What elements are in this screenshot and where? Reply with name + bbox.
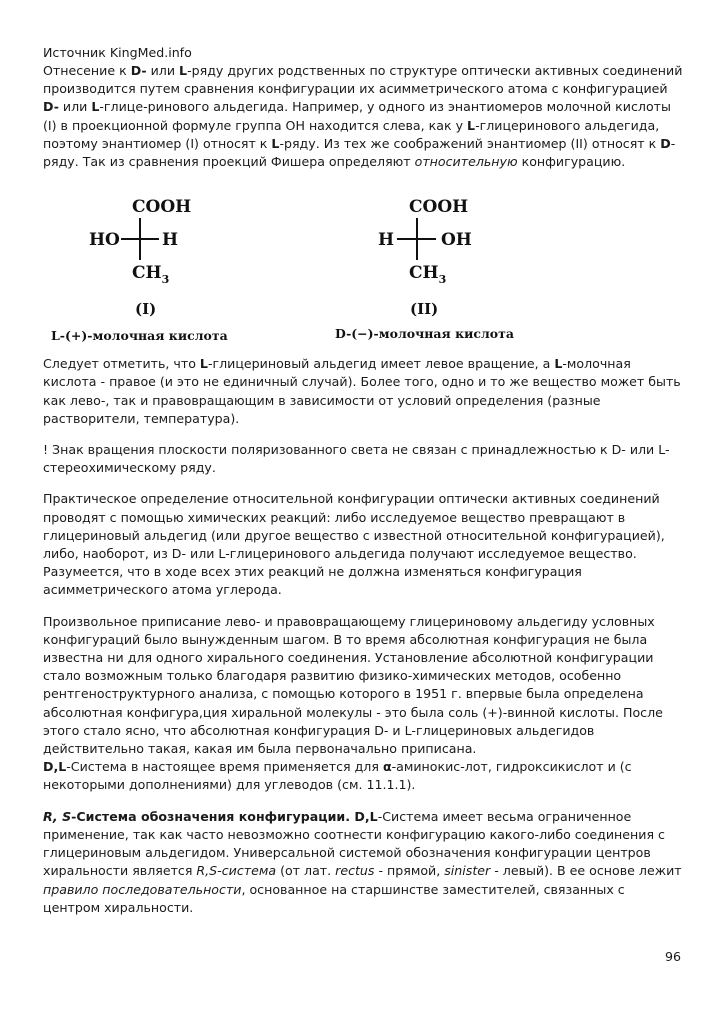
left-left-group: HO [89, 230, 120, 251]
left-top-group: COOH [132, 197, 192, 218]
left-compound-number: (I) [135, 300, 157, 319]
paragraph-dl-system-usage: D,L-Система в настоящее время применяется для α-аминокис-лот, гидроксикислот и (с некоторыми дополнениями) для углеводов (см. 11.1.1). [43, 759, 632, 793]
left-compound-caption: L-(+)-молочная кислота [51, 328, 228, 344]
paragraph-absolute-configuration: Произвольное приписание лево- и правовращающему глицериновому альдегиду условных конфигураций было вынужденным шагом. В то время абсолютная конфигурация не была известна ни для одного хирального соединения. Установление абсолютной конфигурации стало возможным только благодаря развитию физико-химических методов, особенно рентгеноструктурного анализа, с помощью которого в 1951 г. впервые была определена абсолютная конфигура,ция хиральной молекулы - это была соль (+)-винной кислоты. После этого стало ясно, что абсолютная конфигурация D- и L-глицериновых альдегидов действительно такая, какая им была первоначально приписана. [43, 613, 663, 757]
left-right-group: H [162, 230, 179, 251]
right-bottom-group: $CH_3$ [409, 263, 447, 287]
right-right-group: OH [441, 230, 472, 251]
paragraph-rotation-note: Следует отметить, что L-глицериновый альдегид имеет левое вращение, а L-молочная кислота - правое (и это не единичный случай). Более того, одно и то же вещество может быть как лево-, так и правовращающим в зависимости от условий определения (разные растворители, температура). [43, 356, 681, 426]
paragraph-rs-system: R, S-Система обозначения конфигурации. D,L-Система имеет весьма ограниченное применение, так как часто невозможно соотнести конфигурацию какого-либо соединения с глицериновым альдегидом. Универсальной системой обозначения конфигурации центров хиральности является R,S-система (от лат. rectus - прямой, sinister - левый). В ее основе лежит правило последовательности, основанное на старшинстве заместителей, связанных с центром хиральности. [43, 808, 682, 915]
paragraph-sign-note: ! Знак вращения плоскости поляризованного света не связан с принадлежностью к D- или L-стереохимическому ряду. [43, 442, 670, 476]
right-top-group: COOH [409, 197, 469, 218]
paragraph-relative-configuration: Отнесение к D- или L-ряду других родственных по структуре оптически активных соединений производится путем сравнения конфигурации их асимметрического атома с конфигурацией D- или L-глице-ринового альдегида. Например, у одного из энантиомеров молочной кислоты (I) в проекционной формуле группа ОН находится слева, как у L-глицеринового альдегида, поэтому энантиомер (I) относят к L-ряду. Из тех же соображений энантиомер (II) относят к D-ряду. Так из сравнения проекций Фишера определяют относительную конфигурацию. [43, 63, 683, 170]
left-bottom-group: $CH_3$ [132, 263, 170, 287]
right-compound-caption: D-(−)-молочная кислота [335, 326, 514, 342]
page-number: 96 [665, 949, 682, 964]
source-line: Источник KingMed.info [43, 45, 192, 60]
right-left-group: H [378, 230, 395, 251]
paragraph-practical-determination: Практическое определение относительной конфигурации оптически активных соединений проводят с помощью химических реакций: либо исследуемое вещество превращают в глицериновый альдегид (или другое вещество с известной относительной конфигурацией), либо, наоборот, из D- или L-глицеринового альдегида получают исследуемое вещество. Разумеется, что в ходе всех этих реакций не должна изменяться конфигурация асимметрического атома углерода. [43, 491, 665, 598]
right-compound-number: (II) [410, 300, 439, 319]
fischer-projections-svg [43, 181, 683, 349]
fischer-projections-figure [43, 181, 683, 349]
document-page [43, 44, 683, 930]
